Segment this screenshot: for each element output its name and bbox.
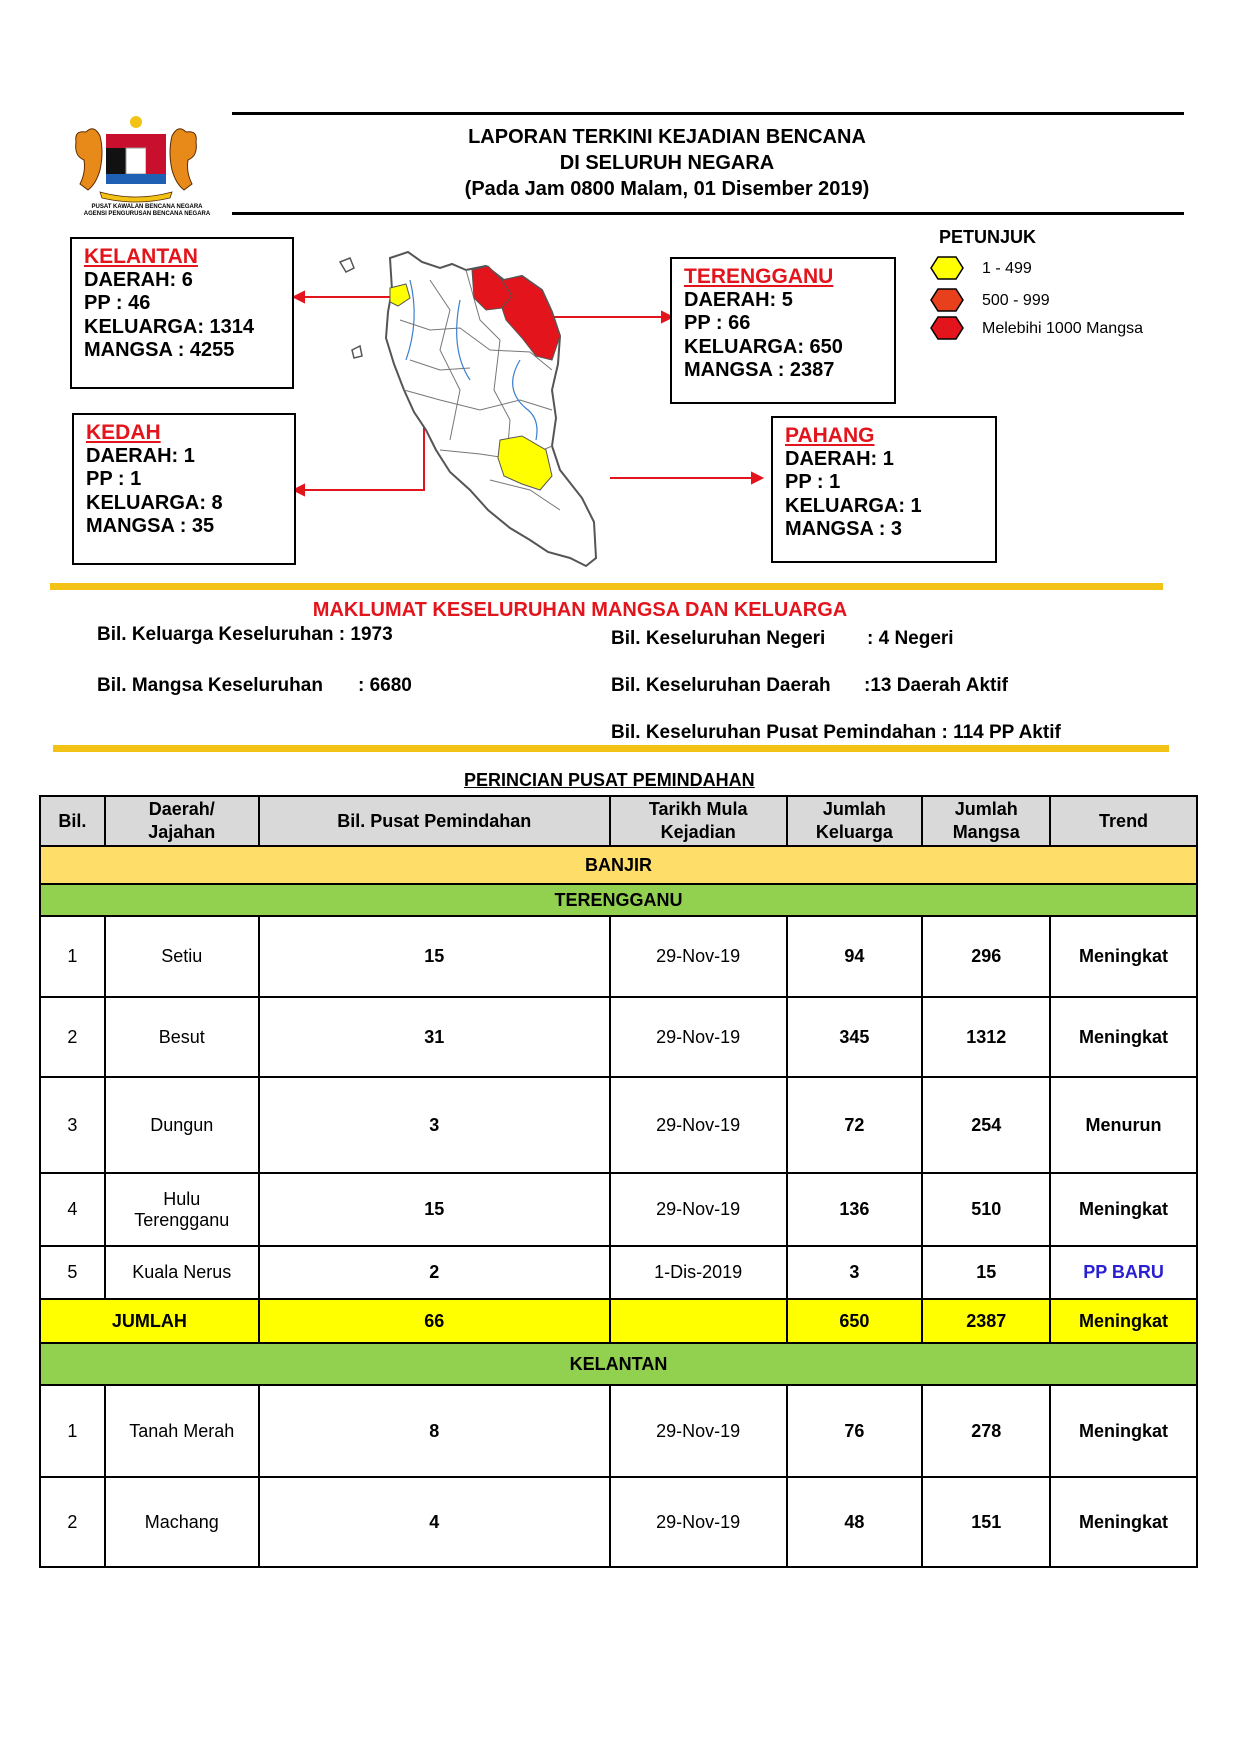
- state-row-terengganu: [40, 884, 1197, 916]
- cell-no: 1: [40, 1385, 105, 1477]
- cell-keluarga: 48: [787, 1477, 923, 1567]
- terengganu-keluarga: KELUARGA: 650: [684, 335, 843, 358]
- cell-trend: Meningkat: [1050, 916, 1197, 997]
- header-rule-top: [232, 112, 1184, 115]
- kedah-pp: PP : 1: [86, 468, 142, 490]
- cell-mangsa: 296: [922, 916, 1050, 997]
- cell-daerah: Machang: [105, 1477, 259, 1567]
- summary-title: MAKLUMAT KESELURUHAN MANGSA DAN KELUARGA: [312, 599, 848, 621]
- summary-negeri-value: : 4 Negeri: [867, 628, 954, 649]
- terengganu-pp: PP : 66: [684, 312, 751, 334]
- cell-daerah: Setiu: [105, 916, 259, 997]
- summary-daerah-label: Bil. Keseluruhan Daerah: [611, 675, 831, 696]
- cell-pp: 8: [259, 1385, 610, 1477]
- kedah-state-name: KEDAH: [86, 421, 161, 444]
- cell-no: 2: [40, 1477, 105, 1567]
- legend-label: 500 - 999: [982, 292, 1050, 309]
- cell-tarikh: 29-Nov-19: [610, 1077, 787, 1173]
- terengganu-state-name: TERENGGANU: [684, 265, 834, 288]
- cell-daerah: Kuala Nerus: [105, 1246, 259, 1299]
- cell-no: 5: [40, 1246, 105, 1299]
- pahang-mangsa: MANGSA : 3: [785, 518, 903, 540]
- total-tarikh: [610, 1299, 787, 1343]
- disaster-type-row: [40, 846, 1197, 884]
- cell-mangsa: 15: [922, 1246, 1050, 1299]
- state-row-kelantan: [40, 1343, 1197, 1385]
- cell-mangsa: 1312: [922, 997, 1050, 1077]
- cell-pp: 31: [259, 997, 610, 1077]
- cell-daerah: Tanah Merah: [105, 1385, 259, 1477]
- cell-trend: Meningkat: [1050, 1477, 1197, 1567]
- cell-tarikh: 29-Nov-19: [610, 1173, 787, 1246]
- header-daerah: Daerah/ Jajahan: [105, 796, 259, 846]
- cell-pp: 15: [259, 916, 610, 997]
- table-title: PERINCIAN PUSAT PEMINDAHAN: [464, 770, 755, 790]
- cell-keluarga: 345: [787, 997, 923, 1077]
- cell-trend-new: PP BARU: [1050, 1246, 1197, 1299]
- report-title: LAPORAN TERKINI KEJADIAN BENCANA: [468, 126, 866, 148]
- cell-no: 1: [40, 916, 105, 997]
- header-trend: Trend: [1050, 796, 1197, 846]
- disaster-type: BANJIR: [40, 846, 1197, 884]
- cell-pp: 4: [259, 1477, 610, 1567]
- pahang-keluarga: KELUARGA: 1: [785, 494, 922, 517]
- table-row: [40, 1246, 1197, 1299]
- terengganu-info-box: [670, 257, 896, 404]
- cell-keluarga: 136: [787, 1173, 923, 1246]
- cell-tarikh: 1-Dis-2019: [610, 1246, 787, 1299]
- cell-pp: 15: [259, 1173, 610, 1246]
- cell-daerah: Besut: [105, 997, 259, 1077]
- report-datetime: (Pada Jam 0800 Malam, 01 Disember 2019): [464, 178, 870, 200]
- cell-pp: 2: [259, 1246, 610, 1299]
- cell-tarikh: 29-Nov-19: [610, 916, 787, 997]
- summary-negeri-label: Bil. Keseluruhan Negeri: [611, 628, 826, 649]
- cell-mangsa: 254: [922, 1077, 1050, 1173]
- pahang-daerah: DAERAH: 1: [785, 447, 894, 470]
- total-trend: Meningkat: [1050, 1299, 1197, 1343]
- cell-trend: Meningkat: [1050, 997, 1197, 1077]
- kedah-mangsa: MANGSA : 35: [86, 515, 215, 537]
- logo-caption-1: PUSAT KAWALAN BENCANA NEGARA: [91, 204, 203, 210]
- cell-keluarga: 72: [787, 1077, 923, 1173]
- divider-bottom: [53, 745, 1169, 752]
- cell-daerah: Dungun: [105, 1077, 259, 1173]
- legend-swatch-orange: [930, 288, 964, 312]
- summary-daerah-value: :13 Daerah Aktif: [864, 675, 1008, 696]
- kedah-info-box: [72, 413, 296, 565]
- pahang-state-name: PAHANG: [785, 424, 875, 447]
- table-row: [40, 1477, 1197, 1567]
- state-name-terengganu: TERENGGANU: [40, 884, 1197, 916]
- kedah-keluarga: KELUARGA: 8: [86, 491, 223, 514]
- legend-swatch-red: [930, 316, 964, 340]
- header-tarikh: Tarikh Mula Kejadian: [610, 796, 787, 846]
- cell-tarikh: 29-Nov-19: [610, 1385, 787, 1477]
- header-rule-bottom: [232, 212, 1184, 215]
- cell-pp: 3: [259, 1077, 610, 1173]
- cell-tarikh: 29-Nov-19: [610, 1477, 787, 1567]
- total-keluarga: 650: [787, 1299, 923, 1343]
- terengganu-daerah: DAERAH: 5: [684, 288, 793, 311]
- table-row: [40, 1173, 1197, 1246]
- kelantan-info-box: [70, 237, 294, 389]
- kelantan-keluarga: KELUARGA: 1314: [84, 315, 255, 338]
- cell-mangsa: 510: [922, 1173, 1050, 1246]
- summary-mangsa-label: Bil. Mangsa Keseluruhan: [97, 675, 323, 696]
- summary-mangsa-value: : 6680: [358, 675, 412, 696]
- table-header-row: [40, 796, 1197, 846]
- report-subtitle: DI SELURUH NEGARA: [559, 152, 775, 174]
- header-bil: Bil.: [40, 796, 105, 846]
- divider-top: [50, 583, 1163, 590]
- cell-keluarga: 3: [787, 1246, 923, 1299]
- cell-mangsa: 151: [922, 1477, 1050, 1567]
- cell-mangsa: 278: [922, 1385, 1050, 1477]
- state-name-kelantan: KELANTAN: [40, 1343, 1197, 1385]
- terengganu-mangsa: MANGSA : 2387: [684, 359, 835, 381]
- header-pusat: Bil. Pusat Pemindahan: [259, 796, 610, 846]
- table-row: [40, 1385, 1197, 1477]
- agency-logo: [70, 112, 202, 204]
- logo-caption-2: AGENSI PENGURUSAN BENCANA NEGARA: [83, 211, 211, 217]
- cell-no: 2: [40, 997, 105, 1077]
- kelantan-daerah: DAERAH: 6: [84, 268, 193, 291]
- pahang-pp: PP : 1: [785, 471, 841, 493]
- total-row-terengganu: [40, 1299, 1197, 1343]
- summary-pp: Bil. Keseluruhan Pusat Pemindahan : 114 PP Aktif: [611, 722, 1061, 743]
- header-mangsa: Jumlah Mangsa: [922, 796, 1050, 846]
- cell-trend: Menurun: [1050, 1077, 1197, 1173]
- legend-label: Melebihi 1000 Mangsa: [982, 320, 1143, 337]
- legend-label: 1 - 499: [982, 260, 1032, 277]
- cell-daerah: Hulu Terengganu: [105, 1173, 259, 1246]
- table-row: [40, 916, 1197, 997]
- cell-no: 4: [40, 1173, 105, 1246]
- cell-keluarga: 94: [787, 916, 923, 997]
- evacuation-centre-table: [39, 795, 1198, 1568]
- cell-no: 3: [40, 1077, 105, 1173]
- legend-swatch-yellow: [930, 256, 964, 280]
- table-row: [40, 1077, 1197, 1173]
- kelantan-pp: PP : 46: [84, 292, 151, 314]
- cell-tarikh: 29-Nov-19: [610, 997, 787, 1077]
- total-label: JUMLAH: [40, 1299, 259, 1343]
- cell-trend: Meningkat: [1050, 1385, 1197, 1477]
- kelantan-state-name: KELANTAN: [84, 245, 198, 268]
- legend-title: PETUNJUK: [939, 227, 1037, 247]
- kedah-daerah: DAERAH: 1: [86, 444, 195, 467]
- kelantan-mangsa: MANGSA : 4255: [84, 339, 235, 361]
- total-mangsa: 2387: [922, 1299, 1050, 1343]
- cell-keluarga: 76: [787, 1385, 923, 1477]
- table-row: [40, 997, 1197, 1077]
- total-pp: 66: [259, 1299, 610, 1343]
- pahang-info-box: [771, 416, 997, 563]
- cell-trend: Meningkat: [1050, 1173, 1197, 1246]
- header-keluarga: Jumlah Keluarga: [787, 796, 923, 846]
- summary-keluarga: Bil. Keluarga Keseluruhan : 1973: [97, 624, 393, 645]
